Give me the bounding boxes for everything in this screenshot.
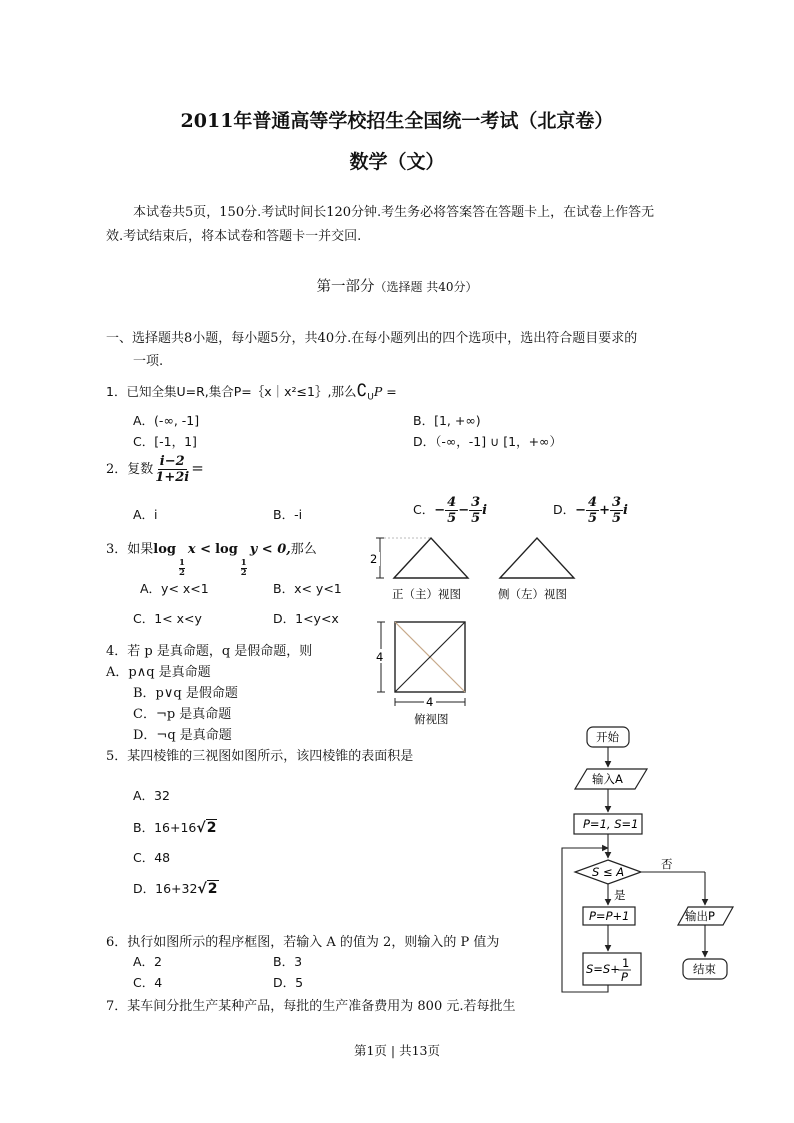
flowchart-figure [555,722,745,997]
q4-option-a: A．p∧q 是真命题 [106,665,211,680]
three-view-figure [362,530,592,730]
q5-option-b [133,818,217,836]
q3-log2: log [215,542,238,557]
page-footer: 第1页 | 共13页 [353,1043,441,1058]
q1-complement-symbol: ∁ [356,381,368,401]
q2-c-frac1 [445,495,458,526]
q2-d-n1: 4 [588,495,598,510]
q5-b-text: B．16+16 [133,820,197,835]
page-title: 2011年普通高等学校招生全国统一考试（北京卷） [180,110,614,132]
side-view-label: 侧（左）视图 [498,587,567,601]
q3-base1-d: 2 [178,568,185,578]
part-title: 第一部分 [316,279,375,295]
q2-stem [106,454,204,485]
q2-denominator: 1+2i [155,470,190,485]
side-view-triangle [500,538,574,578]
q5-option-c: C．48 [133,850,171,865]
q3-base1-n: 1 [178,558,185,568]
q5-stem: 5．某四棱锥的三视图如图所示，该四棱锥的表面积是 [106,749,414,764]
part-heading [0,275,794,296]
q2-d-label: D． [553,502,576,517]
q5-option-d [133,879,219,897]
q2-c-sign: − [434,503,446,518]
q3-stem [106,538,317,578]
q2-option-b: B．-i [273,507,303,522]
q3-base1 [179,559,185,578]
q1-option-d: D．（-∞，-1] ∪ [1，+∞） [413,434,562,449]
q3-base2 [241,559,247,578]
flow-condition-text: S ≤ A [592,865,625,879]
flow-step2-num: 1 [622,956,630,970]
q6-option-d: D．5 [273,975,304,990]
q1-option-a: A．(-∞, -1] [133,413,200,428]
top-height-label: 4 [376,650,384,664]
flow-output-text: 输出P [685,909,715,923]
q2-c-frac2 [469,495,482,526]
q2-d-n2: 3 [612,495,622,510]
flow-no-label: 否 [661,857,673,871]
flow-step1-text: P=P+1 [589,909,630,923]
section-instruction-2: 一项. [133,354,164,369]
flow-yes-label: 是 [614,888,626,902]
q1-stem-end: P = [373,384,397,399]
q5-d-sqrt: √2 [197,881,218,897]
q2-d-frac2 [610,495,623,526]
q1-complement-sub: U [367,392,374,403]
top-view-label: 俯视图 [414,712,449,726]
q2-d-sign: − [575,503,587,518]
intro-line-2: 效.考试结束后，将本试卷和答题卡一并交回. [106,229,362,244]
q3-base2-d: 2 [240,568,247,578]
q3-option-b: B．x< y<1 [273,581,342,596]
q2-option-c [413,495,487,526]
q2-d-op: + [599,503,610,518]
q2-numerator: i−2 [159,454,185,469]
q2-d-i: i [623,503,628,518]
q1-stem [106,381,397,403]
q2-option-a: A．i [133,507,158,522]
q3-option-a: A．y< x<1 [140,581,209,596]
q4-option-d: D．¬q 是真命题 [133,728,232,743]
q2-c-op: − [458,503,470,518]
flow-start-text: 开始 [596,730,619,744]
q2-c-d2: 5 [471,511,481,526]
q5-b-radicand: 2 [206,820,217,836]
q5-b-sqrt: √2 [196,820,217,836]
q6-option-c: C．4 [133,975,163,990]
q2-c-i: i [482,503,488,518]
q5-option-a: A．32 [133,788,170,803]
q2-c-d1: 5 [447,511,457,526]
q3-base2-n: 1 [240,558,247,568]
q2-d-d1: 5 [588,511,598,526]
q2-d-d2: 5 [612,511,622,526]
q3-option-d: D．1<y<x [273,611,339,626]
q2-d-frac1 [586,495,599,526]
q5-d-text: D．16+32 [133,881,198,896]
intro-line-1: 本试卷共5页，150分.考试时间长120分钟.考生务必将答案答在答题卡上，在试卷上作答无 [133,205,655,220]
q1-option-b: B．[1, +∞) [413,413,481,428]
flow-step2-den: P [621,970,628,984]
q1-stem-text: 1．已知全集U=R,集合P=｛x｜x²≤1｝,那么 [106,384,357,399]
q3-option-c: C．1< x<y [133,611,202,626]
q4-stem: 4．若 p 是真命题，q 是假命题，则 [106,644,313,659]
q3-x: x < [187,542,212,557]
q6-stem: 6．执行如图所示的程序框图，若输入 A 的值为 2，则输入的 P 值为 [106,935,500,950]
q2-c-n2: 3 [471,495,481,510]
front-height-label: 2 [370,552,378,566]
q6-option-a: A．2 [133,954,163,969]
front-view-label: 正（主）视图 [392,587,461,601]
q3-tail: 那么 [290,542,317,557]
q3-y: y < 0, [249,542,291,557]
q6-option-b: B．3 [273,954,303,969]
q3-stem-text: 3．如果 [106,542,154,557]
q2-option-d [553,495,628,526]
flow-init-text: P=1, S=1 [583,817,639,831]
q3-log1: log [153,542,176,557]
q2-fraction [153,454,191,485]
top-width-label: 4 [426,695,434,709]
q5-d-radicand: 2 [207,881,218,897]
part-note: （选择题 共40分） [374,280,478,294]
q4-option-c: C．¬p 是真命题 [133,707,232,722]
flow-step2-text: S=S+ [586,962,620,976]
q2-c-n1: 4 [447,495,457,510]
q2-stem-text: 2．复数 [106,462,154,477]
flow-end-text: 结束 [693,962,716,976]
flow-input-text: 输入A [592,772,623,786]
q2-c-label: C． [413,502,435,517]
q4-option-b: B．p∨q 是假命题 [133,686,238,701]
q7-stem: 7．某车间分批生产某种产品，每批的生产准备费用为 800 元.若每批生 [106,999,516,1014]
q1-option-c: C．[-1，1] [133,434,197,449]
q2-equals: = [191,459,204,477]
page-subtitle: 数学（文） [349,151,445,173]
section-instruction-1: 一、选择题共8小题，每小题5分，共40分.在每小题列出的四个选项中，选出符合题目要求的 [106,331,638,346]
front-view-triangle [394,538,468,578]
